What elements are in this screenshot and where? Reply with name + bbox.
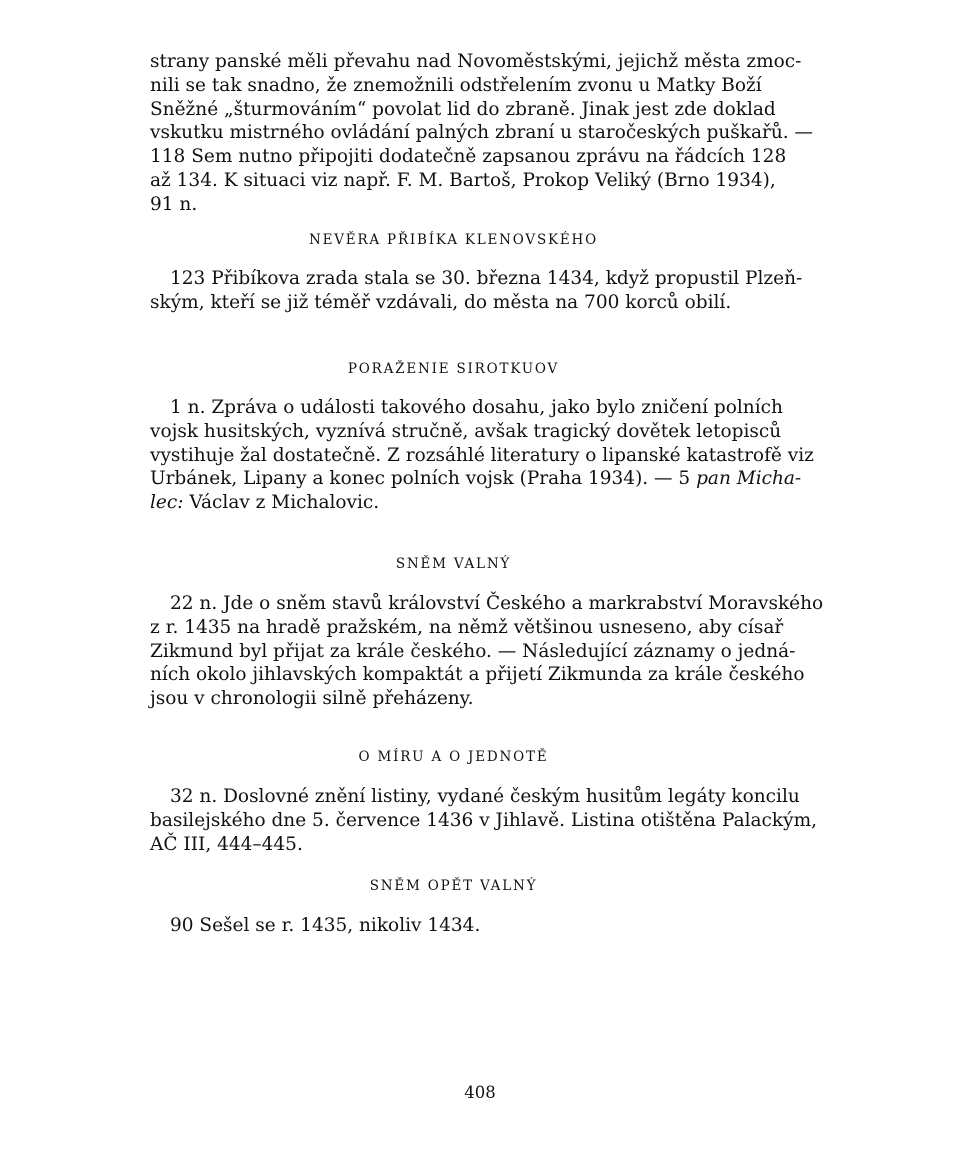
page-number: 408 — [464, 1083, 496, 1102]
text-line: nili se tak snadno, že znemožnili odstřelením zvonu u Matky Boží — [150, 74, 762, 96]
text-segment: Urbánek, Lipany a konec polních vojsk (Praha 1934). — 5 — [150, 468, 697, 490]
text-line: až 134. K situaci viz např. F. M. Bartoš, Prokop Veliký (Brno 1934), — [150, 169, 776, 191]
section-heading: SNĚM OPĚT VALNÝ — [369, 878, 538, 894]
text-line: Zikmund byl přijat za krále českého. — Následující záznamy o jedná- — [150, 640, 796, 662]
section-paragraph — [150, 267, 803, 315]
text-segment: Václav z Michalovic. — [183, 492, 380, 514]
text-line: 118 Sem nutno připojiti dodatečně zapsanou zprávu na řádcích 128 — [150, 146, 787, 168]
text-line: ních okolo jihlavských kompaktát a přijetí Zikmunda za krále českého — [150, 664, 805, 686]
text-line: strany panské měli převahu nad Novoměstskými, jejichž města zmoc- — [150, 51, 802, 72]
text-line — [150, 491, 757, 515]
text-line: 123 Přibíkova zrada stala se 30. března 1434, když propustil Plzeň- — [170, 268, 803, 289]
text-line: 90 Sešel se r. 1435, nikoliv 1434. — [170, 915, 481, 936]
text-line: AČ III, 444–445. — [150, 833, 303, 855]
section-heading: NEVĚRA PŘIBÍKA KLENOVSKÉHO — [308, 232, 598, 248]
intro-paragraph — [150, 50, 814, 217]
text-line: 91 n. — [150, 193, 198, 215]
text-line: Sněžné „šturmováním“ povolat lid do zbraně. Jinak jest zde doklad — [150, 98, 776, 120]
section-paragraph — [150, 785, 817, 856]
text-line: jsou v chronologii silně přeházeny. — [150, 688, 474, 710]
section-paragraph — [150, 396, 814, 515]
section-heading: SNĚM VALNÝ — [395, 556, 512, 572]
text-line: vystihuje žal dostatečně. Z rozsáhlé literatury o lipanské katastrofě viz — [150, 444, 814, 466]
text-line — [150, 467, 802, 491]
section-paragraph — [150, 914, 757, 938]
text-line: ským, kteří se již téměř vzdávali, do města na 700 korců obilí. — [150, 291, 732, 313]
section-paragraph — [150, 592, 824, 711]
italic-text: pan Micha- — [696, 468, 802, 490]
text-line: basilejského dne 5. července 1436 v Jihlavě. Listina otištěna Palackým, — [150, 809, 817, 831]
section-heading: O MÍRU A O JEDNOTĚ — [358, 749, 549, 765]
text-line: 22 n. Jde o sněm stavů království Českého a markrabství Moravského — [170, 593, 824, 614]
text-line: 32 n. Doslovné znění listiny, vydané českým husitům legáty koncilu — [170, 786, 800, 807]
text-line: vskutku mistrného ovládání palných zbraní u staročeských puškařů. — — [150, 122, 814, 144]
text-line: z r. 1435 na hradě pražském, na němž většinou usneseno, aby císař — [150, 616, 784, 638]
italic-text: lec: — [150, 492, 184, 514]
text-line: 1 n. Zpráva o události takového dosahu, jako bylo zničení polních — [170, 397, 783, 418]
text-line: vojsk husitských, vyznívá stručně, avšak tragický dovětek letopisců — [150, 420, 782, 442]
section-heading: PORAŽENIE SIROTKUOV — [347, 361, 560, 377]
